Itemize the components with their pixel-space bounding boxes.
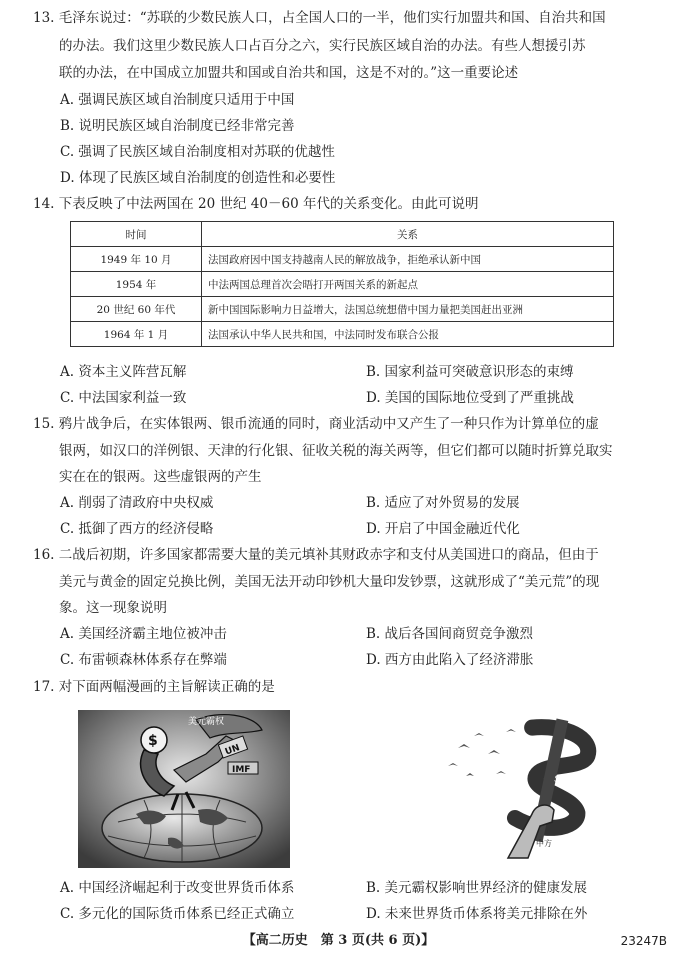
large-dollar-label: $ <box>552 773 562 786</box>
q17-option-b: B. 美元霸权影响世界经济的健康发展 <box>366 880 588 896</box>
table-row <box>71 247 614 272</box>
hand-pull-dollar-cartoon <box>436 718 608 860</box>
q13-option-d: D. 体现了民族区域自治制度的创造性和必要性 <box>60 170 336 186</box>
table-cell-relation: 新中国国际影响力日益增大，法国总统想借中国力量把美国赶出亚洲 <box>202 297 614 322</box>
q15-stem-line-1: 15. 鸦片战争后，在实体银两、银币流通的同时，商业活动中又产生了一种只作为计算单位的虚 <box>33 416 599 432</box>
q17-option-a: A. 中国经济崛起利于改变世界货币体系 <box>60 880 295 896</box>
q16-stem-line-3: 象。这一现象说明 <box>59 600 167 616</box>
table-header-row <box>71 222 614 247</box>
q13-option-b: B. 说明民族区域自治制度已经非常完善 <box>60 118 295 134</box>
q16-option-d: D. 西方由此陷入了经济滞胀 <box>366 652 534 668</box>
un-label: UN <box>223 743 242 758</box>
table-cell-relation: 法国政府因中国支持越南人民的解放战争，拒绝承认新中国 <box>202 247 614 272</box>
q16-option-a: A. 美国经济霸主地位被冲击 <box>60 626 227 642</box>
table-header-relation: 关系 <box>202 222 614 247</box>
table-cell-relation: 中法两国总理首次会晤打开两国关系的新起点 <box>202 272 614 297</box>
dollar-hegemony-cartoon <box>78 710 290 868</box>
q16-stem-line-1: 16. 二战后初期，许多国家都需要大量的美元填补其财政赤字和支付从美国进口的商品，但由于 <box>33 547 599 563</box>
table-cell-relation: 法国承认中华人民共和国，中法同时发布联合公报 <box>202 322 614 347</box>
q13-stem-line-3: 联的办法，在中国成立加盟共和国或自治共和国，这是不对的。”这一重要论述 <box>59 65 519 81</box>
q17-option-d: D. 未来世界货币体系将美元排除在外 <box>366 906 588 922</box>
sleeve-label: 中方 <box>536 839 552 848</box>
banner-text: 美元霸权 <box>188 717 225 727</box>
q13-stem-line-1: 13. 毛泽东说过：“苏联的少数民族人口，占全国人口的一半，他们实行加盟共和国、自治共和国 <box>33 10 606 26</box>
q15-option-b: B. 适应了对外贸易的发展 <box>366 495 520 511</box>
q16-stem-line-2: 美元与黄金的固定兑换比例，美国无法开动印钞机大量印发钞票，这就形成了“美元荒”的现 <box>59 574 600 590</box>
table-cell-time: 1949 年 10 月 <box>71 247 202 272</box>
table-header-time: 时间 <box>71 222 202 247</box>
table-cell-time: 1954 年 <box>71 272 202 297</box>
exam-code: 23247B <box>620 934 667 948</box>
q14-stem: 14. 下表反映了中法两国在 20 世纪 40－60 年代的关系变化。由此可说明 <box>33 196 479 212</box>
q15-option-a: A. 削弱了清政府中央权威 <box>60 495 214 511</box>
page-footer: 【高二历史 第 3 页(共 6 页)】 <box>242 933 435 948</box>
q14-option-c: C. 中法国家利益一致 <box>60 390 187 406</box>
imf-label: IMF <box>232 765 251 775</box>
table-row <box>71 322 614 347</box>
dollar-sign-label: $ <box>148 733 158 749</box>
q14-option-a: A. 资本主义阵营瓦解 <box>60 364 187 380</box>
q16-option-b: B. 战后各国间商贸竞争激烈 <box>366 626 534 642</box>
q17-option-c: C. 多元化的国际货币体系已经正式确立 <box>60 906 295 922</box>
q13-option-a: A. 强调民族区域自治制度只适用于中国 <box>60 92 295 108</box>
q17-stem: 17. 对下面两幅漫画的主旨解读正确的是 <box>33 679 275 695</box>
q13-option-c: C. 强调了民族区域自治制度相对苏联的优越性 <box>60 144 335 160</box>
q15-stem-line-3: 实在在的银两。这些虚银两的产生 <box>59 469 262 485</box>
q16-option-c: C. 布雷顿森林体系存在弊端 <box>60 652 227 668</box>
table-cell-time: 1964 年 1 月 <box>71 322 202 347</box>
q14-option-d: D. 美国的国际地位受到了严重挑战 <box>366 390 574 406</box>
table-cell-time: 20 世纪 60 年代 <box>71 297 202 322</box>
q15-option-c: C. 抵御了西方的经济侵略 <box>60 521 214 537</box>
q14-option-b: B. 国家利益可突破意识形态的束缚 <box>366 364 574 380</box>
sino-french-relations-table <box>70 221 614 347</box>
q13-stem-line-2: 的办法。我们这里少数民族人口占百分之六，实行民族区域自治的办法。有些人想援引苏 <box>59 38 586 54</box>
q15-stem-line-2: 银两，如汉口的洋例银、天津的行化银、征收关税的海关两等，但它们都可以随时折算兑取实 <box>59 443 613 459</box>
table-row <box>71 272 614 297</box>
q15-option-d: D. 开启了中国金融近代化 <box>366 521 520 537</box>
table-row <box>71 297 614 322</box>
